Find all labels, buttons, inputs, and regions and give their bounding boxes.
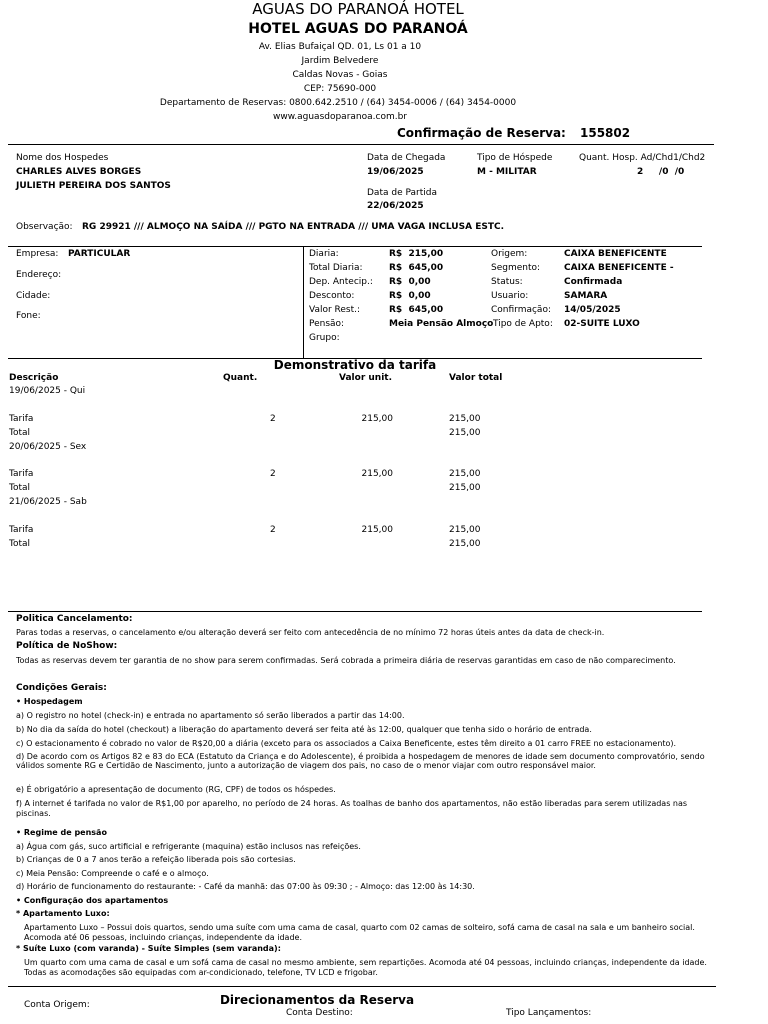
lodging-item: a) O registro no hotel (check-in) e entrada no apartamento só serão liberados a partir das 14:00.	[16, 711, 405, 720]
origin-account-label: Conta Origem:	[24, 1000, 90, 1010]
lodging-item: c) O estacionamento é cobrado no valor de R$20,00 a diária (exceto para os associados a Caixa Beneficente, estes têm direito a 01 carro FREE no estacionamento).	[16, 739, 677, 748]
divider	[8, 246, 702, 247]
day-date: 21/06/2025 - Sab	[9, 497, 87, 507]
guest-name-2: JULIETH PEREIRA DOS SANTOS	[16, 181, 171, 191]
user-label: Usuario:	[491, 291, 529, 301]
confirmation-number: 155802	[580, 126, 631, 140]
cep: CEP: 75690-000	[303, 84, 377, 94]
lodging-item: f) A internet é tarifada no valor de R$1,00 por aparelho, no período de 24 horas. As toalhas de banho dos apartamentos, não estão liberadas para serem utilizadas nas piscinas.	[16, 799, 688, 818]
lodging-item: d) De acordo com os Artigos 82 e 83 do ECA (Estatuto da Criança e do Adolescente), é proibida a hospedagem de menores de idade sem documento comprovatório, sendo válidos somente RG e Certidão de Nascimento, junto a autorização de viagem dos pais, no caso de o menor viajar com outro responsável maior.	[16, 752, 705, 770]
address-line-1: Av. Elias Bufaiçal QD. 01, Ls 01 a 10	[258, 42, 422, 52]
arrival-label: Data de Chegada	[367, 153, 446, 163]
reservation-routing-title: Direcionamentos da Reserva	[219, 993, 415, 1007]
day-total: 215,00	[449, 414, 481, 424]
luxury-apartment-text: Apartamento Luxo – Possui dois quartos, sendo uma suíte com uma cama de casal, quarto com 02 camas de solteiro, sofá cama de casal na sala e um banheiro social. Acomoda até 06 pessoas, incluindo crianças, independente da idade.	[24, 923, 695, 942]
hotel-top-title: AGUAS DO PARANOÁ HOTEL	[252, 0, 464, 18]
entry-type-label: Tipo Lançamentos:	[506, 1008, 592, 1018]
reservation-phones: Departamento de Reservas: 0800.642.2510 / (64) 3454-0006 / (64) 3454-0000	[159, 98, 517, 108]
confirm-date-value: 14/05/2025	[564, 305, 621, 315]
lodging-item: b) No dia da saída do hotel (checkout) a liberação do apartamento deverá ser feita até às 12:00, qualquer que tenha sido o horário de entrada.	[16, 725, 592, 734]
address-label: Endereço:	[16, 270, 62, 280]
destination-account-label: Conta Destino:	[286, 1008, 353, 1018]
status-label: Status:	[491, 277, 523, 287]
company-label: Empresa:	[16, 249, 59, 259]
total-daily-value: R$ 645,00	[389, 263, 444, 273]
col-total-value: Valor total	[449, 373, 503, 383]
arrival-date: 19/06/2025	[367, 167, 424, 177]
hotel-name: HOTEL AGUAS DO PARANOÁ	[248, 21, 468, 37]
discount-label: Desconto:	[309, 291, 355, 301]
website: www.aguasdoparanoa.com.br	[273, 112, 407, 122]
deposit-value: R$ 0,00	[389, 277, 431, 287]
cancel-policy-title: Politica Cancelamento:	[16, 614, 133, 624]
board-label: Pensão:	[309, 319, 345, 329]
day-sum: 215,00	[449, 428, 481, 438]
day-qty: 2	[270, 525, 276, 535]
departure-label: Data de Partida	[367, 188, 437, 198]
col-unit-value: Valor unit.	[339, 373, 393, 383]
day-qty: 2	[270, 414, 276, 424]
daily-rate-value: R$ 215,00	[389, 249, 444, 259]
day-unit: 215,00	[361, 525, 393, 535]
day-item: Tarifa	[9, 414, 34, 424]
rate-table-title: Demonstrativo da tarifa	[273, 358, 437, 372]
lodging-item: e) É obrigatório a apresentação de documento (RG, CPF) de todos os hóspedes.	[16, 785, 336, 794]
discount-value: R$ 0,00	[389, 291, 431, 301]
board-item: b) Crianças de 0 a 7 anos terão a refeição liberada pois são cortesias.	[16, 855, 296, 864]
guest-name-1: CHARLES ALVES BORGES	[16, 167, 142, 177]
col-quantity: Quant.	[223, 373, 258, 383]
board-value: Meia Pensão Almoço	[389, 319, 494, 329]
day-item: Tarifa	[9, 525, 34, 535]
daily-rate-label: Diaria:	[309, 249, 339, 259]
status-value: Confirmada	[564, 277, 623, 287]
board-item: d) Horário de funcionamento do restaurante: - Café da manhã: das 07:00 às 09:30 ; - Almoço: das 12:00 às 14:30.	[16, 882, 475, 891]
day-total-label: Total	[9, 428, 31, 438]
day-qty: 2	[270, 469, 276, 479]
rooms-config-title: • Configuração dos apartamentos	[16, 896, 169, 905]
day-total-label: Total	[9, 483, 31, 493]
day-date: 20/06/2025 - Sex	[9, 442, 87, 452]
segment-label: Segmento:	[491, 263, 541, 273]
deposit-label: Dep. Antecip.:	[309, 277, 373, 287]
board-regime-title: • Regime de pensão	[16, 828, 107, 837]
day-total-label: Total	[9, 539, 31, 549]
room-type-value: 02-SUITE LUXO	[564, 319, 640, 329]
day-sum: 215,00	[449, 539, 481, 549]
remaining-value: R$ 645,00	[389, 305, 444, 315]
confirmation-label: Confirmação de Reserva:	[397, 126, 566, 140]
user-value: SAMARA	[564, 291, 608, 301]
suite-title: * Suíte Luxo (com varanda) - Suíte Simples (sem varanda):	[16, 944, 281, 953]
confirm-date-label: Confirmação:	[491, 305, 551, 315]
day-date: 19/06/2025 - Qui	[9, 386, 86, 396]
remaining-label: Valor Rest.:	[309, 305, 361, 315]
guests-label: Nome dos Hospedes	[16, 153, 109, 163]
cancel-policy-text: Paras todas a reservas, o cancelamento e/ou alteração deverá ser feito com antecedência de no mínimo 72 horas úteis antes da data de check-in.	[16, 628, 605, 637]
divider	[8, 611, 702, 612]
column-divider	[303, 246, 304, 358]
guest-qty-label: Quant. Hosp. Ad/Chd1/Chd2	[579, 153, 706, 163]
day-total: 215,00	[449, 469, 481, 479]
origin-label: Origem:	[491, 249, 528, 259]
divider	[8, 986, 716, 987]
noshow-policy-title: Política de NoShow:	[16, 641, 118, 651]
segment-value: CAIXA BENEFICENTE -	[564, 263, 674, 273]
day-sum: 215,00	[449, 483, 481, 493]
day-total: 215,00	[449, 525, 481, 535]
suite-text: Um quarto com uma cama de casal e um sofá cama de casal no mesmo ambiente, sem repartições. Acomoda até 04 pessoas, incluindo crianças, independente da idade. Todas as acomodações são equipadas com ar-condicionado, telefone, TV LCD e frigobar.	[24, 958, 707, 977]
guest-type-label: Tipo de Hóspede	[477, 153, 553, 163]
day-unit: 215,00	[361, 414, 393, 424]
board-item: c) Meia Pensão: Compreende o café e o almoço.	[16, 869, 209, 878]
address-line-2: Jardim Belvedere	[301, 56, 379, 66]
lodging-title: • Hospedagem	[16, 697, 83, 706]
noshow-policy-text: Todas as reservas devem ter garantia de no show para serem confirmadas. Será cobrada a primeira diária de reservas garantidas em caso de não comparecimento.	[16, 656, 676, 665]
luxury-apartment-title: * Apartamento Luxo:	[16, 909, 110, 918]
address-line-3: Caldas Novas - Goias	[292, 70, 388, 80]
guest-type: M - MILITAR	[477, 167, 537, 177]
total-daily-label: Total Diaria:	[309, 263, 363, 273]
room-type-label: Tipo de Apto:	[493, 319, 553, 329]
company-value: PARTICULAR	[68, 249, 131, 259]
departure-date: 22/06/2025	[367, 201, 424, 211]
observation-label: Observação:	[16, 222, 73, 232]
day-unit: 215,00	[361, 469, 393, 479]
observation-text: RG 29921 /// ALMOÇO NA SAÍDA /// PGTO NA ENTRADA /// UMA VAGA INCLUSA ESTC.	[82, 222, 504, 232]
guest-qty: 2 /0 /0	[637, 167, 685, 177]
city-label: Cidade:	[16, 291, 51, 301]
phone-label: Fone:	[16, 311, 41, 321]
group-label: Grupo:	[309, 333, 340, 343]
divider	[8, 144, 714, 145]
day-item: Tarifa	[9, 469, 34, 479]
col-description: Descrição	[9, 373, 59, 383]
origin-value: CAIXA BENEFICENTE	[564, 249, 667, 259]
board-item: a) Água com gás, suco artificial e refrigerante (maquina) estão inclusos nas refeições.	[16, 842, 361, 851]
general-conditions-title: Condições Gerais:	[16, 683, 107, 693]
